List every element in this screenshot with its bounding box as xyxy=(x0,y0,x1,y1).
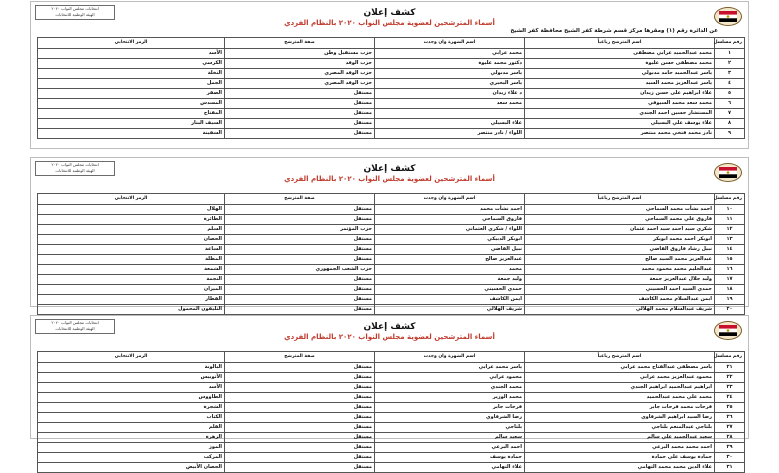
table-row xyxy=(38,295,745,305)
cell-nickname: ابوبكر الدبيكي xyxy=(375,235,525,245)
cell-symbol: المظلة xyxy=(38,255,225,265)
stamp-line-2: الهيئة الوطنية للانتخابات xyxy=(55,168,95,173)
page-header xyxy=(31,158,748,193)
cell-candidate-name: ياسر مصطفى عبدالفتاح محمد عرابي xyxy=(525,363,715,373)
cell-adjective: مستقل xyxy=(225,373,375,383)
cell-adjective: مستقل xyxy=(225,443,375,453)
cell-number: ١٦ xyxy=(715,265,745,275)
table-row xyxy=(38,285,745,295)
page-title: كشف إعلان xyxy=(363,8,416,18)
cell-number: ١٢ xyxy=(715,225,745,235)
district-line: عن الدائرة رقم (١) ومقرها مركز قسم شرطة كفر الشيخ محافظة كفر الشيخ xyxy=(510,28,718,34)
cell-candidate-name: محمد علي محمد عبدالحميد xyxy=(525,393,715,403)
cell-nickname: علاء البسيلي xyxy=(375,119,525,129)
cell-adjective: مستقل xyxy=(225,433,375,443)
cell-number: ٢ xyxy=(715,59,745,69)
table-row xyxy=(38,373,745,383)
cell-symbol: السيف البتار xyxy=(38,119,225,129)
cell-adjective: مستقل xyxy=(225,393,375,403)
cell-nickname: احمد البرعي xyxy=(375,443,525,453)
cell-number: ١ xyxy=(715,49,745,59)
cell-number: ١٨ xyxy=(715,285,745,295)
cell-adjective: مستقل xyxy=(225,463,375,473)
cell-candidate-name: محمد عبدالحميد عرابي مصطفى xyxy=(525,49,715,59)
cell-nickname: محمود عرابي xyxy=(375,373,525,383)
cell-adjective: مستقل xyxy=(225,383,375,393)
cell-candidate-name: وليد جلال عبدالعزيز جمعة xyxy=(525,275,715,285)
col-header-nickname: اسم الشهرة وان وجدت xyxy=(375,352,525,363)
cell-number: ٢١ xyxy=(715,363,745,373)
table-row xyxy=(38,109,745,119)
cell-adjective: مستقل xyxy=(225,205,375,215)
cell-adjective: مستقل xyxy=(225,215,375,225)
table-row xyxy=(38,245,745,255)
cell-candidate-name: حمادة يوسف علي حمادة xyxy=(525,453,715,463)
table-row xyxy=(38,443,745,453)
table-header-row xyxy=(38,38,745,49)
cell-symbol: الشمعة xyxy=(38,265,225,275)
cell-nickname: ايمن الكاشف xyxy=(375,295,525,305)
cell-candidate-name: احمد محمد محمد البرعي xyxy=(525,443,715,453)
cell-symbol: الطاووس xyxy=(38,393,225,403)
announcement-page-1 xyxy=(30,1,749,149)
cell-candidate-name: نبيل رشاد فاروق القاضي xyxy=(525,245,715,255)
cell-nickname: حمادة يوسف xyxy=(375,453,525,463)
cell-symbol: السفينة xyxy=(38,129,225,139)
cell-symbol: الأسد xyxy=(38,49,225,59)
cell-adjective: مستقل xyxy=(225,363,375,373)
cell-symbol: المسدس xyxy=(38,99,225,109)
table-body xyxy=(38,363,745,473)
col-header-number: رقم مسلسل xyxy=(715,38,745,49)
cell-candidate-name: ابوبكر احمد محمد ابوبكر xyxy=(525,235,715,245)
cell-symbol: الحصان xyxy=(38,235,225,245)
cell-nickname: نبيل القاضي xyxy=(375,245,525,255)
cell-nickname: حمدي الحسيني xyxy=(375,285,525,295)
cell-number: ١٠ xyxy=(715,205,745,215)
page-title: كشف إعلان xyxy=(363,164,416,174)
cell-adjective: مستقل xyxy=(225,99,375,109)
stamp-line-2: الهيئة الوطنية للانتخابات xyxy=(55,12,95,17)
cell-candidate-name: بلتاجي عبدالمنعم بلتاجي xyxy=(525,423,715,433)
table-row xyxy=(38,79,745,89)
cell-candidate-name: محمد سعد محمد السيوفي xyxy=(525,99,715,109)
cell-candidate-name: شريف عبدالسلام محمد الهلالي xyxy=(525,305,715,315)
cell-adjective: مستقل xyxy=(225,109,375,119)
table-row xyxy=(38,275,745,285)
cell-number: ١٩ xyxy=(715,295,745,305)
cell-number: ٣ xyxy=(715,69,745,79)
cell-nickname: اللواء / نادر منتصر xyxy=(375,129,525,139)
cell-number: ٣١ xyxy=(715,463,745,473)
col-header-adjective: صفة المترشح xyxy=(225,194,375,205)
cell-symbol: الصقر xyxy=(38,89,225,99)
cell-number: ٣٠ xyxy=(715,453,745,463)
stamp-line-1: انتخابات مجلس النواب ٢٠٢٠ xyxy=(51,6,99,11)
table-row xyxy=(38,215,745,225)
cell-candidate-name: فاروق علي محمد السماحي xyxy=(525,215,715,225)
cell-number: ٨ xyxy=(715,119,745,129)
cell-number: ٢٢ xyxy=(715,373,745,383)
cell-candidate-name: علاء الدين محمد محمد التهامي xyxy=(525,463,715,473)
cell-adjective: مستقل xyxy=(225,89,375,99)
cell-adjective: حزب الوفد المصري xyxy=(225,69,375,79)
cell-number: ٢٨ xyxy=(715,433,745,443)
cell-symbol: الحصان الأبيض xyxy=(38,463,225,473)
page-subtitle: أسماء المترشحين لعضوية مجلس النواب ٢٠٢٠ بالنظام الفردي xyxy=(284,333,495,341)
col-header-name: اسم المترشح رباعياً xyxy=(525,352,715,363)
candidates-table xyxy=(37,193,745,315)
table-row xyxy=(38,235,745,245)
cell-nickname: وليد جمعة xyxy=(375,275,525,285)
cell-candidate-name: ياسر عبدالعزيز محمد السيد xyxy=(525,79,715,89)
cell-adjective: مستقل xyxy=(225,403,375,413)
table-row xyxy=(38,463,745,473)
cell-adjective: مستقل xyxy=(225,245,375,255)
page-title: كشف إعلان xyxy=(363,322,416,332)
cell-symbol: القطار xyxy=(38,295,225,305)
cell-adjective: حزب الشعب الجمهوري xyxy=(225,265,375,275)
cell-number: ٢٩ xyxy=(715,443,745,453)
table-row xyxy=(38,205,745,215)
cell-candidate-name: حمدي السيد احمد الحسيني xyxy=(525,285,715,295)
cell-candidate-name: شكري سيد احمد سيد احمد عثمان xyxy=(525,225,715,235)
cell-number: ١٤ xyxy=(715,245,745,255)
col-header-name: اسم المترشح رباعياً xyxy=(525,38,715,49)
cell-adjective: حزب الوفد xyxy=(225,59,375,69)
cell-number: ٧ xyxy=(715,109,745,119)
table-row xyxy=(38,129,745,139)
cell-nickname: محمد xyxy=(375,265,525,275)
table-row xyxy=(38,119,745,129)
cell-adjective: مستقل xyxy=(225,413,375,423)
cell-candidate-name: ابراهيم عبدالحميد ابراهيم الجندي xyxy=(525,383,715,393)
cell-adjective: مستقل xyxy=(225,255,375,265)
announcement-page-2 xyxy=(30,157,749,312)
stamp-line-1: انتخابات مجلس النواب ٢٠٢٠ xyxy=(51,162,99,167)
cell-nickname: فاروق السماحي xyxy=(375,215,525,225)
cell-nickname: رضا الشرقاوي xyxy=(375,413,525,423)
table-row xyxy=(38,403,745,413)
cell-number: ٢٧ xyxy=(715,423,745,433)
table-row xyxy=(38,59,745,69)
cell-adjective: مستقل xyxy=(225,305,375,315)
cell-number: ٤ xyxy=(715,79,745,89)
table-row xyxy=(38,49,745,59)
cell-nickname: دكتور محمد عليوة xyxy=(375,59,525,69)
cell-symbol: الطائرة xyxy=(38,215,225,225)
cell-symbol: الكرسي xyxy=(38,59,225,69)
cell-candidate-name: عبدالعزيز محمد السيد صالح xyxy=(525,255,715,265)
page-subtitle: أسماء المترشحين لعضوية مجلس النواب ٢٠٢٠ بالنظام الفردي xyxy=(284,19,495,27)
cell-adjective: حزب المؤتمر xyxy=(225,225,375,235)
col-header-adjective: صفة المترشح xyxy=(225,352,375,363)
table-row xyxy=(38,99,745,109)
col-header-number: رقم مسلسل xyxy=(715,194,745,205)
table-header-row xyxy=(38,194,745,205)
table-row xyxy=(38,305,745,315)
cell-adjective: مستقل xyxy=(225,119,375,129)
cell-nickname: ياسر محمد عرابي xyxy=(375,363,525,373)
cell-symbol: الجمل xyxy=(38,79,225,89)
cell-adjective: مستقل xyxy=(225,453,375,463)
cell-number: ٦ xyxy=(715,99,745,109)
cell-candidate-name: علاء يوسف علي البسيلي xyxy=(525,119,715,129)
cell-nickname: د علاء زيدان xyxy=(375,89,525,99)
cell-nickname: سعيد سالم xyxy=(375,433,525,443)
cell-symbol: السلم xyxy=(38,225,225,235)
announcement-page-3 xyxy=(30,315,749,470)
cell-number: ١٧ xyxy=(715,275,745,285)
cell-candidate-name: ياسر عبدالحميد حامد مدبولي xyxy=(525,69,715,79)
col-header-number: رقم مسلسل xyxy=(715,352,745,363)
cell-symbol: المفتاح xyxy=(38,109,225,119)
cell-number: ١٣ xyxy=(715,235,745,245)
cell-symbol: النخلة xyxy=(38,69,225,79)
cell-number: ٢٦ xyxy=(715,413,745,423)
cell-symbol: الكتاب xyxy=(38,413,225,423)
col-header-adjective: صفة المترشح xyxy=(225,38,375,49)
cell-candidate-name: سعيد عبدالحميد علي سالم xyxy=(525,433,715,443)
cell-nickname: علاء التهامي xyxy=(375,463,525,473)
col-header-symbol: الرمز الانتخابي xyxy=(38,352,225,363)
table-row xyxy=(38,453,745,463)
cell-number: ٢٠ xyxy=(715,305,745,315)
stamp-line-1: انتخابات مجلس النواب ٢٠٢٠ xyxy=(51,320,99,325)
cell-adjective: حزب مستقبل وطن xyxy=(225,49,375,59)
cell-number: ٢٥ xyxy=(715,403,745,413)
cell-number: ١١ xyxy=(715,215,745,225)
page-header xyxy=(31,2,748,37)
table-row xyxy=(38,413,745,423)
cell-symbol: الأسد xyxy=(38,383,225,393)
table-row xyxy=(38,393,745,403)
cell-nickname: اللواء / شكري العثماني xyxy=(375,225,525,235)
cell-number: ١٥ xyxy=(715,255,745,265)
col-header-symbol: الرمز الانتخابي xyxy=(38,194,225,205)
cell-candidate-name: علاء ابراهيم على حسن زيدان xyxy=(525,89,715,99)
cell-adjective: مستقل xyxy=(225,275,375,285)
cell-nickname xyxy=(375,109,525,119)
cell-number: ٥ xyxy=(715,89,745,99)
page-subtitle: أسماء المترشحين لعضوية مجلس النواب ٢٠٢٠ بالنظام الفردي xyxy=(284,175,495,183)
cell-adjective: مستقل xyxy=(225,129,375,139)
cell-number: ٢٤ xyxy=(715,393,745,403)
cell-candidate-name: محمود عبدالعزيز محمد عرابي xyxy=(525,373,715,383)
cell-candidate-name: رضا السيد ابراهيم الشرقاوي xyxy=(525,413,715,423)
cell-symbol: الميزان xyxy=(38,285,225,295)
cell-adjective: مستقل xyxy=(225,285,375,295)
col-header-name: اسم المترشح رباعياً xyxy=(525,194,715,205)
table-row xyxy=(38,89,745,99)
cell-symbol: التليفون المحمول xyxy=(38,305,225,315)
cell-nickname: فرحات جابر xyxy=(375,403,525,413)
col-header-nickname: اسم الشهرة وان وجدت xyxy=(375,38,525,49)
cell-candidate-name: ايمن عبدالسلام محمد الكاشف xyxy=(525,295,715,305)
table-body xyxy=(38,49,745,139)
cell-candidate-name: احمد نشأت محمد السماحي xyxy=(525,205,715,215)
cell-candidate-name: المستشار حسين احمد الجندي xyxy=(525,109,715,119)
cell-adjective: مستقل xyxy=(225,295,375,305)
cell-symbol: الزهرة xyxy=(38,433,225,443)
table-row xyxy=(38,383,745,393)
table-row xyxy=(38,69,745,79)
candidates-table xyxy=(37,351,745,473)
cell-symbol: النجمة xyxy=(38,275,225,285)
cell-symbol: الهلال xyxy=(38,205,225,215)
cell-symbol: البالونة xyxy=(38,363,225,373)
col-header-nickname: اسم الشهرة وان وجدت xyxy=(375,194,525,205)
table-row xyxy=(38,255,745,265)
cell-symbol: القلم xyxy=(38,423,225,433)
cell-number: ٩ xyxy=(715,129,745,139)
col-header-symbol: الرمز الانتخابي xyxy=(38,38,225,49)
cell-symbol: المركب xyxy=(38,453,225,463)
cell-symbol: الشجرة xyxy=(38,403,225,413)
cell-symbol: الساعة xyxy=(38,245,225,255)
cell-nickname: محمد الجندي xyxy=(375,383,525,393)
cell-nickname: محمد الوزير xyxy=(375,393,525,403)
cell-candidate-name: نادر محمد فتحي محمد منتصر xyxy=(525,129,715,139)
cell-candidate-name: محمد مصطفى حسن عليوة xyxy=(525,59,715,69)
table-row xyxy=(38,265,745,275)
cell-nickname: ياسر البحيري xyxy=(375,79,525,89)
stamp-line-2: الهيئة الوطنية للانتخابات xyxy=(55,326,95,331)
cell-nickname: ياسر مدبولي xyxy=(375,69,525,79)
cell-nickname: محمد عرابي xyxy=(375,49,525,59)
table-body xyxy=(38,205,745,315)
table-row xyxy=(38,225,745,235)
cell-symbol: الموز xyxy=(38,443,225,453)
table-header-row xyxy=(38,352,745,363)
cell-number: ٢٣ xyxy=(715,383,745,393)
cell-nickname: شريف الهلالي xyxy=(375,305,525,315)
cell-symbol: الأتوبيس xyxy=(38,373,225,383)
table-row xyxy=(38,363,745,373)
table-row xyxy=(38,433,745,443)
table-row xyxy=(38,423,745,433)
candidates-table xyxy=(37,37,745,139)
cell-adjective: حزب الوفد المصري xyxy=(225,79,375,89)
cell-nickname: عبدالعزيز صالح xyxy=(375,255,525,265)
page-header xyxy=(31,316,748,351)
cell-adjective: مستقل xyxy=(225,423,375,433)
cell-nickname: بلتاجي xyxy=(375,423,525,433)
cell-adjective: مستقل xyxy=(225,235,375,245)
cell-nickname: احمد نشأت محمد xyxy=(375,205,525,215)
cell-candidate-name: عبدالحليم محمد محمود محمد xyxy=(525,265,715,275)
cell-nickname: محمد سعد xyxy=(375,99,525,109)
cell-candidate-name: فرحات محمد فرحات جابر xyxy=(525,403,715,413)
